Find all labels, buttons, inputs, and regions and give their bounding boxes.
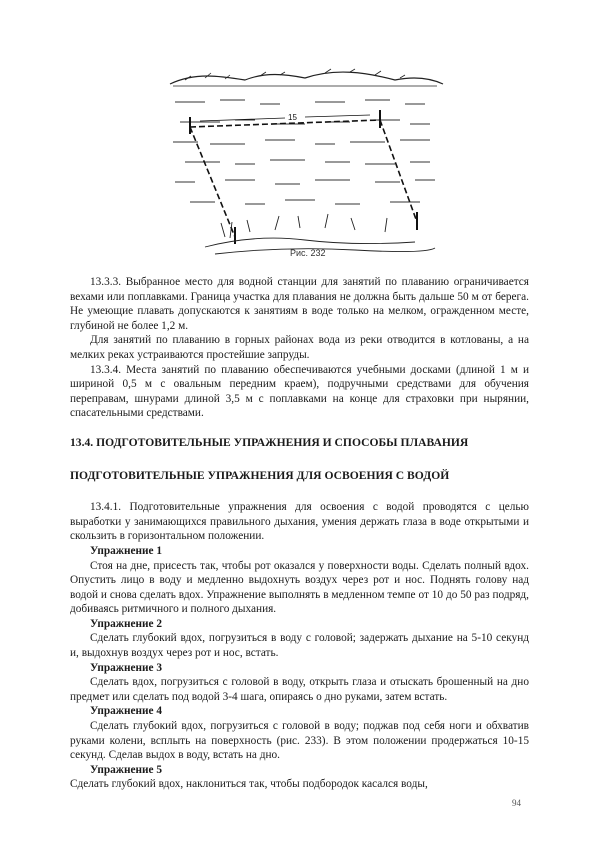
- exercise-title: Упражнение 3: [90, 661, 163, 674]
- page-text: [70, 275, 529, 792]
- section-heading: 13.4. ПОДГОТОВИТЕЛЬНЫЕ УПРАЖНЕНИЯ И СПОСОБЫ ПЛАВАНИЯ: [70, 435, 469, 449]
- figure-caption: Рис. 232: [290, 248, 326, 258]
- figure-232: [165, 62, 445, 262]
- paragraph-mountain: Для занятий по плаванию в горных районах вода из реки отводится в котлованы, а на мелких реках устраиваются простейшие запруды.: [70, 334, 529, 361]
- paragraph-13-4-1: 13.4.1. Подготовительные упражнения для освоения с водой проводятся с целью выработки у занимающихся правильного дыхания, умения держать глаза в воде открытыми и скользить в горизонтальном положении.: [70, 501, 529, 543]
- exercise-text: Сделать вдох, погрузиться с головой в воду, открыть глаза и отыскать брошенный на дно предмет или сделать под водой 3-4 шага, опираясь о дно руками, затем встать.: [70, 676, 529, 703]
- exercise-title: Упражнение 1: [90, 544, 163, 557]
- exercise-title: Упражнение 5: [90, 763, 163, 776]
- page-number: 94: [512, 798, 521, 808]
- exercise-text: Сделать глубокий вдох, погрузиться в воду с головой; задержать дыхание на 5-10 секунд и, выдохнув воздух через рот и нос, встать.: [70, 632, 529, 660]
- swimming-area-illustration: [165, 62, 445, 262]
- paragraph-13-3-3: 13.3.3. Выбранное место для водной станции для занятий по плаванию ограничивается вехами или поплавками. Граница участка для плавания не должна быть дальше 50 м от берега. Не умеющие плавать допускаются к занятиям в воде только на мелком, огражденном месте, глубиной не более 1,2 м.: [70, 276, 529, 332]
- exercise-title: Упражнение 2: [90, 617, 163, 630]
- exercise-text: Стоя на дне, присесть так, чтобы рот оказался у поверхности воды. Сделать полный вдох. Опустить лицо в воду и медленно выдохнуть воздух через рот и нос. Поднять голову над водой и снова сделать вдох. Упражнение выполнять в медленном темпе от 10 до 50 раз подряд, добиваясь ритмичного и полного дыхания.: [70, 559, 529, 616]
- paragraph-13-3-4: 13.3.4. Места занятий по плаванию обеспечиваются учебными досками (длиной 1 м и шириной 0,5 м с овальным передним краем), подручными средствами для обучения переправам, шнурами длиной 3,5 м с поплавками на конце для страховки при нырянии, спасательными средствами.: [70, 363, 529, 420]
- distance-label: 15: [288, 113, 297, 122]
- subsection-heading: ПОДГОТОВИТЕЛЬНЫЕ УПРАЖНЕНИЯ ДЛЯ ОСВОЕНИЯ С ВОДОЙ: [70, 468, 450, 482]
- exercise-title: Упражнение 4: [90, 705, 163, 718]
- exercise-text: Сделать глубокий вдох, погрузиться с головой в воду; поджав под себя ноги и обхватив руками колени, всплыть на поверхность (рис. 233). В этом положении продержаться 10-15 секунд. Сделав выдох в воду, встать на дно.: [70, 720, 529, 762]
- exercise-text: Сделать глубокий вдох, наклониться так, чтобы подбородок касался воды,: [70, 778, 428, 791]
